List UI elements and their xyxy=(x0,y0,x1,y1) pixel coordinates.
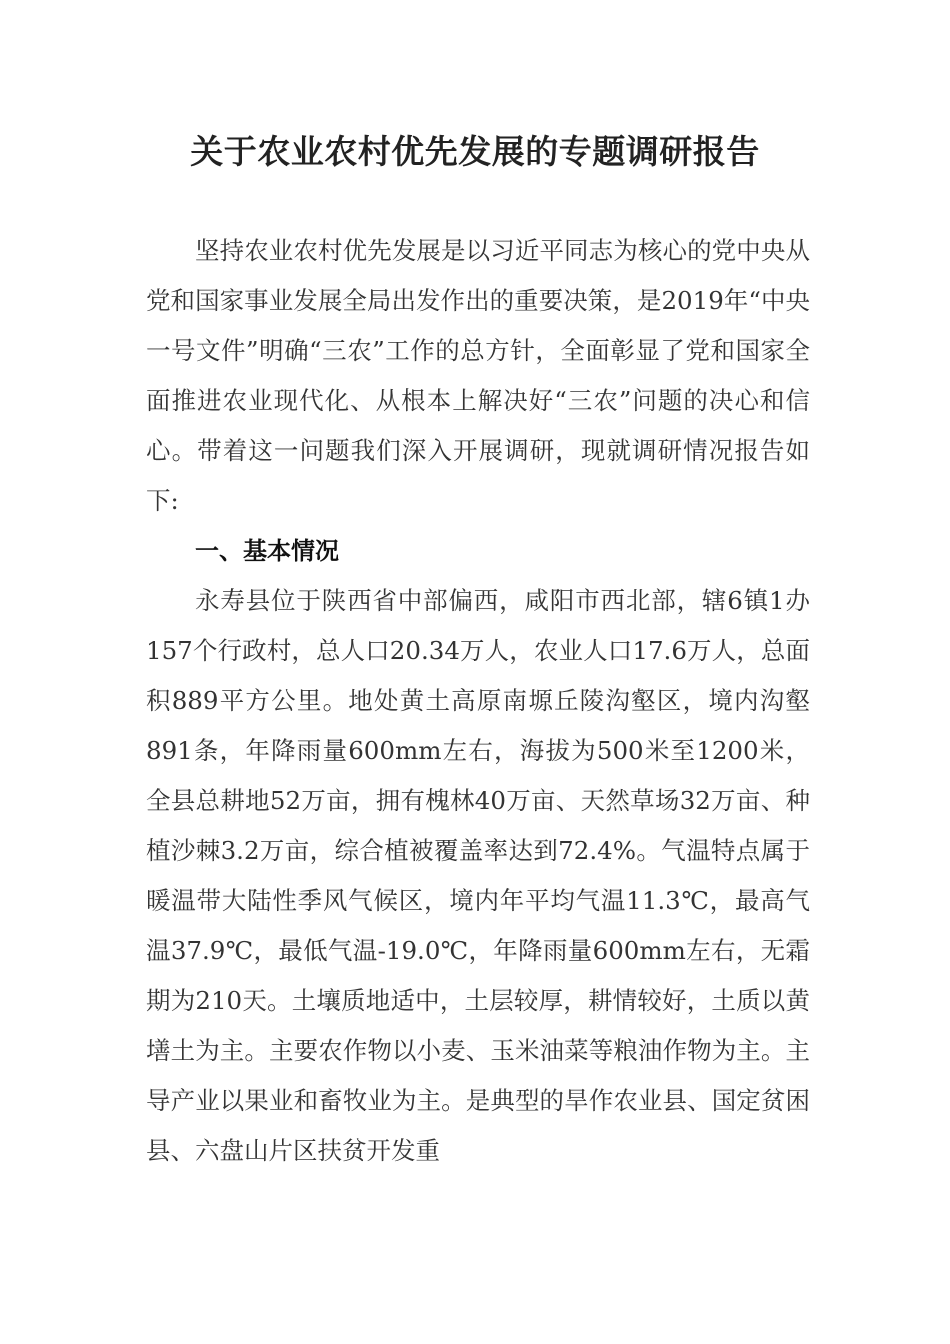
basic-situation-section xyxy=(146,576,810,1176)
section-paragraph: 永寿县位于陕西省中部偏西，咸阳市西北部，辖6镇1办157个行政村，总人口20.34万人，农业人口17.6万人，总面积889平方公里。地处黄土高原南塬丘陵沟壑区，境内沟壑891条，年降雨量600mm左右，海拔为500米至1200米，全县总耕地52万亩，拥有槐林40万亩、天然草场32万亩、种植沙棘3.2万亩，综合植被覆盖率达到72.4%。气温特点属于暖温带大陆性季风气候区，境内年平均气温11.3℃，最高气温37.9℃，最低气温-19.0℃，年降雨量600mm左右，无霜期为210天。土壤质地适中，土层较厚，耕情较好，土质以黄墡土为主。主要农作物以小麦、玉米油菜等粮油作物为主。主导产业以果业和畜牧业为主。是典型的旱作农业县、国定贫困县、六盘山片区扶贫开发重 xyxy=(146,586,810,1165)
document-title: 关于农业农村优先发展的专题调研报告 xyxy=(190,132,760,171)
section-heading: 一、基本情况 xyxy=(195,537,339,565)
intro-section xyxy=(146,226,810,526)
intro-paragraph: 坚持农业农村优先发展是以习近平同志为核心的党中央从党和国家事业发展全局出发作出的重要决策，是2019年“中央一号文件”明确“三农”工作的总方针，全面彰显了党和国家全面推进农业现代化、从根本上解决好“三农”问题的决心和信心。带着这一问题我们深入开展调研，现就调研情况报告如下: xyxy=(146,236,810,515)
